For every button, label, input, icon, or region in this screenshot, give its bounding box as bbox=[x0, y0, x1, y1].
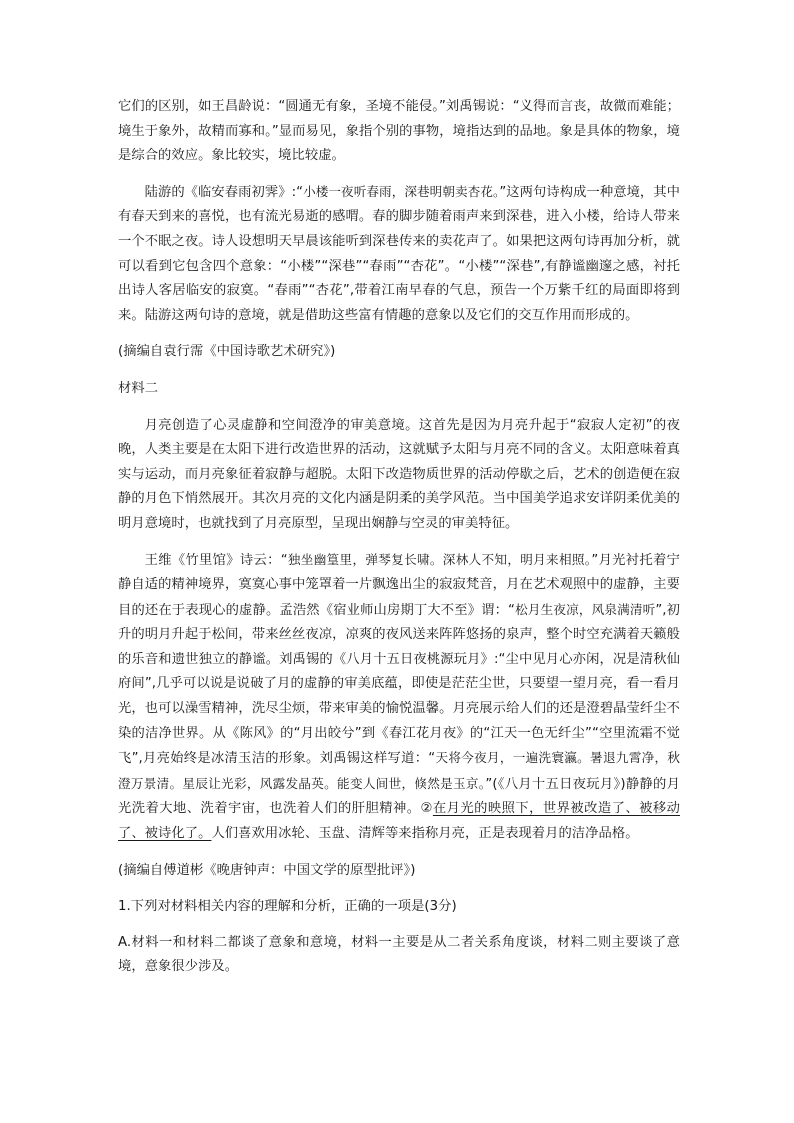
paragraph-1: 它们的区别，如王昌龄说：“圆通无有象，圣境不能侵。”刘禹锡说：“义得而言丧，故微而难能；境生于象外，故精而寡和。”显而易见，象指个别的事物，境指达到的品地。象是具体的物象，境是综合的效应。象比较实，境比较虚。 bbox=[118, 99, 680, 164]
poem-quote-liuyuxi: 天将今夜月，一遍洗寰瀛。暑退九霄净，秋澄万景清。星辰让光彩，风露发晶英。能变人间世，倏然是玉京。 bbox=[118, 750, 680, 791]
paragraph-4-text-a: 王维《竹里馆》诗云：“ bbox=[144, 552, 288, 568]
poem-quote-wangwei: 独坐幽篁里，弹琴复长啸。深林人不知，明月来相照。 bbox=[287, 551, 592, 567]
paragraph-4-text-c: ”,初升的明月升起于松间，带来丝丝夜凉，凉爽的夜风送来阵阵悠扬的泉声，整个时空充满着天籁般的乐音和遗世独立的静谧。刘禹锡的《八月十五日夜桃源玩月》:“尘中见月心亦闲，况是清秋仙府间”,几乎可以说是说破了月的虚静的审美底蕴，即使是茫茫尘世，只要望一望月亮，看一看月光，也可以澡雪精神，洗尽尘烦，带来审美的愉悦温馨。月亮展示给人们的还是澄碧晶莹纤尘不染的洁净世界。从《陈风》的“月出皎兮”到《春江花月夜》的“江天一色无纤尘”“空里流霜不觉飞”,月亮始终是冰清玉洁的形象。刘禹锡这样写道：“ bbox=[118, 602, 680, 767]
paragraph-2-text-b: ”这两句诗构成一种意境，其中有春天到来的喜悦，也有流光易逝的感喟。春的脚步随着雨声来到深巷，进入小楼，给诗人带来一个不眠之夜。诗人设想明天早晨该能听到深巷传来的卖花声了。如果把这两句诗再加分析，就可以看到它包含四个意象：“小楼”“深巷”“春雨”“杏花”。“小楼”“深巷”,有静谧幽邃之感，衬托出诗人客居临安的寂寞。“春雨”“杏花”,带着江南早春的气息，预告一个万紫千红的局面即将到来。陆游这两句诗的意境，就是借助这些富有情趣的意象以及它们的交互作用而形成的。 bbox=[118, 184, 680, 323]
section-heading-material-2: 材料二 bbox=[118, 380, 159, 396]
source-citation-1: (摘编自袁行霈《中国诗歌艺术研究》) bbox=[118, 344, 336, 360]
paragraph-3: 月亮创造了心灵虚静和空间澄净的审美意境。这首先是因为月亮升起于“寂寂人定初”的夜晚，人类主要是在太阳下进行改造世界的活动，这就赋予太阳与月亮不同的含义。太阳意味着真实与运动，而月亮象征着寂静与超脱。太阳下改造物质世界的活动停歇之后，艺术的创造便在寂静的月色下悄然展开。其次月亮的文化内涵是阴柔的美学风范。当中国美学追求安详阴柔优美的明月意境时，也就找到了月亮原型，呈现出娴静与空灵的审美特征。 bbox=[118, 417, 680, 531]
paragraph-2 bbox=[118, 180, 680, 329]
paragraph-4-text-e: 人们喜欢用冰轮、玉盘、清辉等来指称月亮，正是表现着月的洁净品格。 bbox=[211, 826, 639, 842]
source-citation-2: (摘编自傅道彬《晚唐钟声：中国文学的原型批评》) bbox=[118, 862, 416, 878]
question-1: 1.下列对材料相关内容的理解和分析，正确的一项是(3分) bbox=[118, 899, 457, 915]
paragraph-4-text-d: ”(《八月十五日夜玩月》)静静的月光洗着大地、洗着宇宙，也洗着人们的肝胆精神。② bbox=[118, 776, 680, 817]
underlined-sentence-2: 在月光的映照下，世界被改造了、被移动了、被诗化了。 bbox=[118, 801, 680, 842]
poem-quote-luyou: 小楼一夜听春雨，深巷明朝卖杏花。 bbox=[303, 183, 500, 199]
paragraph-4-text-b: ”月光衬托着宁静自适的精神境界，寞寞心事中笼罩着一片飘逸出尘的寂寂梵音，月在艺术观照中的虚静，主要目的还在于表现心的虚静。孟浩然《宿业师山房期丁大不至》谓：“ bbox=[118, 552, 680, 618]
document-body bbox=[118, 95, 680, 980]
paragraph-2-text-a: 陆游的《临安春雨初霁》:“ bbox=[144, 184, 304, 200]
option-a: A.材料一和材料二都谈了意象和意境，材料一主要是从二者关系角度谈，材料二则主要谈了意境，意象很少涉及。 bbox=[118, 934, 680, 975]
poem-quote-menghaoran: 松月生夜凉，风泉满清听 bbox=[515, 601, 656, 617]
paragraph-4 bbox=[118, 548, 680, 847]
